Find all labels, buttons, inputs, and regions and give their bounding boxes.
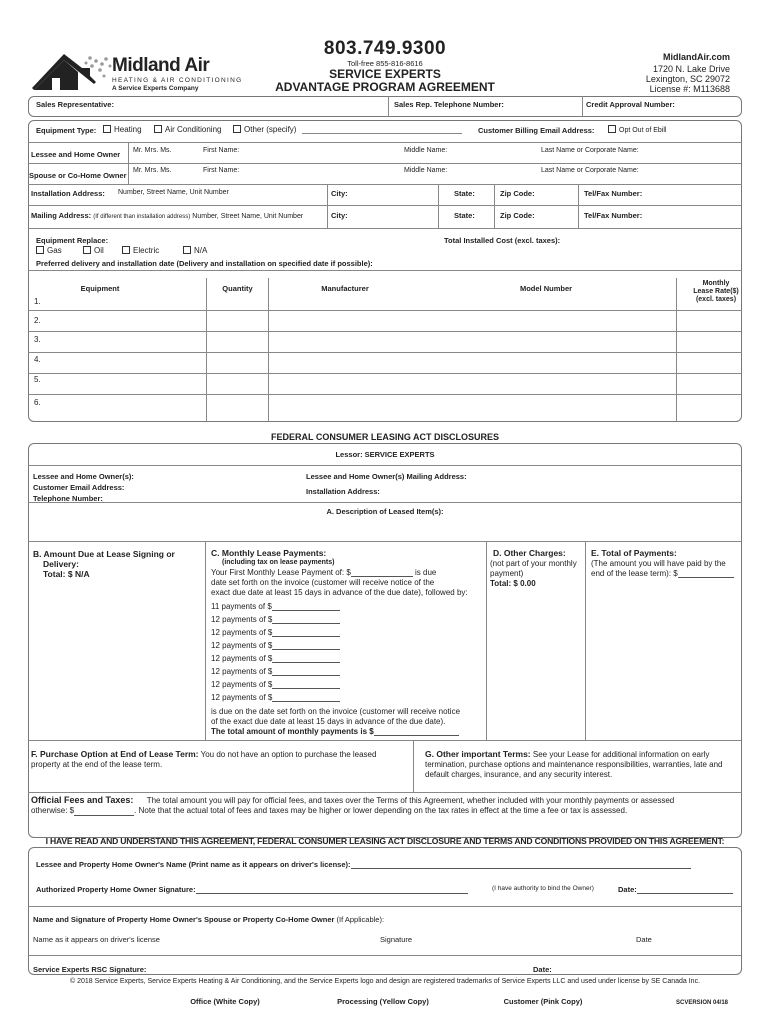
- spouse-first-name[interactable]: First Name:: [203, 167, 240, 174]
- spouse-date-field[interactable]: Date: [636, 935, 652, 944]
- section-b: B. Amount Due at Lease Signing or Delivery: Total: $ N/A: [33, 549, 175, 579]
- col-equipment: Equipment: [80, 284, 120, 293]
- section-c-tail-2: of the exact due date at least 15 days in advance of the due date).: [211, 717, 446, 726]
- section-c-title: C. Monthly Lease Payments:: [211, 548, 327, 558]
- payment-row[interactable]: 12 payments of $: [211, 654, 340, 663]
- rsc-date-label[interactable]: Date:: [533, 965, 552, 974]
- section-c-line-3: exact due date at least 15 days in advance of the due date), followed by:: [211, 588, 468, 597]
- house-logo-icon: [30, 52, 120, 96]
- equipment-row-2[interactable]: 2.: [34, 316, 41, 325]
- checkbox-icon: [122, 246, 130, 254]
- brand-name: Midland Air: [112, 55, 210, 76]
- lessee-first-name[interactable]: First Name:: [203, 147, 240, 154]
- copyright-text: © 2018 Service Experts, Service Experts Heating & Air Conditioning, and the Service Experts logo and design are registered trademarks of Service Experts LLC and used under license by SE Canada Inc.: [69, 978, 701, 985]
- first-payment-line[interactable]: Your First Monthly Lease Payment of: $ is due: [211, 568, 437, 577]
- owners-mailing-label: Lessee and Home Owner(s) Mailing Address:: [306, 472, 467, 481]
- header-title-1: SERVICE EXPERTS: [329, 67, 441, 81]
- checkbox-icon: [608, 125, 616, 133]
- official-fees-amount[interactable]: [74, 815, 134, 816]
- section-c-line-2: date set forth on the invoice (customer will receive notice of the: [211, 578, 435, 587]
- lessee-titles: Mr. Mrs. Ms.: [133, 147, 172, 154]
- header-website: MidlandAir.com: [662, 52, 730, 62]
- section-e-line-1: (The amount you will have paid by the: [591, 559, 726, 568]
- installation-address-hint[interactable]: Number, Street Name, Unit Number: [118, 189, 229, 196]
- header-address-1: 1720 N. Lake Drive: [652, 64, 730, 74]
- payment-row[interactable]: 11 payments of $: [211, 602, 340, 611]
- mailing-city-label[interactable]: City:: [331, 211, 348, 220]
- mailing-address-label: Mailing Address: (If different than installation address) Number, Street Name, Unit Number: [31, 211, 304, 220]
- lessee-middle-name[interactable]: Middle Name:: [404, 147, 448, 154]
- customer-email-label: Customer Email Address:: [33, 483, 125, 492]
- spouse-signature-title: Name and Signature of Property Home Owner's Spouse or Property Co-Home Owner (If Applicable):: [33, 915, 385, 924]
- equipment-row-5[interactable]: 5.: [34, 375, 41, 384]
- brand-subtitle: HEATING & AIR CONDITIONING: [112, 77, 243, 84]
- section-d-total: Total: $ 0.00: [490, 579, 536, 588]
- print-name-label[interactable]: Lessee and Property Home Owner's Name (Print name as it appears on driver's license):: [36, 860, 691, 869]
- equipment-row-3[interactable]: 3.: [34, 335, 41, 344]
- payment-row[interactable]: 12 payments of $: [211, 615, 340, 624]
- equipment-row-4[interactable]: 4.: [34, 355, 41, 364]
- section-c-tail-1: is due on the date set forth on the invoice (customer will receive notice: [211, 707, 461, 716]
- spouse-middle-name[interactable]: Middle Name:: [404, 167, 448, 174]
- opt-out-checkbox[interactable]: Opt Out of Ebill: [608, 126, 666, 134]
- agreement-heading: I HAVE READ AND UNDERSTAND THIS AGREEMENT, FEDERAL CONSUMER LEASING ACT DISCLOSURE AND TERMS AND CONDITIONS PROVIDED ON THIS AGREEMENT:: [45, 836, 725, 846]
- header-address-2: Lexington, SC 29072: [645, 74, 730, 84]
- header-phone: 803.749.9300: [323, 38, 447, 59]
- auth-date-label[interactable]: Date:: [618, 885, 733, 894]
- billing-email-label: Customer Billing Email Address:: [478, 126, 595, 135]
- disclosure-installation-label: Installation Address:: [306, 487, 380, 496]
- midland-logo: [30, 52, 250, 96]
- version-label: SCVERSION 04/18: [676, 1000, 729, 1006]
- section-d-line-1: (not part of your monthly: [490, 559, 577, 568]
- customer-copy: Customer (Pink Copy): [503, 997, 583, 1006]
- official-fees: Official Fees and Taxes: The total amount you will pay for official fees, and taxes over the Terms of this Agreement, whether included with your monthly payments or assessed otherwise: $ . Note that the actual total of fees and taxes may be higher or lower depending on the tax rates in effect at the time a fee or tax is assessed.: [31, 795, 675, 815]
- checkbox-icon: [154, 125, 162, 133]
- payment-row[interactable]: 12 payments of $: [211, 680, 340, 689]
- install-tel-label[interactable]: Tel/Fax Number:: [584, 189, 643, 198]
- checkbox-icon: [83, 246, 91, 254]
- auth-signature-label[interactable]: Authorized Property Home Owner Signature:: [36, 885, 468, 894]
- description-label[interactable]: A. Description of Leased Item(s):: [326, 507, 444, 516]
- replace-electric-checkbox[interactable]: Electric: [122, 246, 159, 255]
- payment-row[interactable]: 12 payments of $: [211, 693, 340, 702]
- disclosures-title: FEDERAL CONSUMER LEASING ACT DISCLOSURES: [270, 432, 499, 442]
- spouse-titles: Mr. Mrs. Ms.: [133, 167, 172, 174]
- other-specify-line[interactable]: [302, 133, 462, 134]
- col-model-number: Model Number: [519, 284, 573, 293]
- replace-oil-checkbox[interactable]: Oil: [83, 246, 104, 255]
- sales-rep-label: Sales Representative:: [36, 100, 114, 109]
- section-e-title: E. Total of Payments:: [591, 548, 677, 558]
- owners-label: Lessee and Home Owner(s):: [33, 472, 134, 481]
- checkbox-icon: [103, 125, 111, 133]
- total-monthly-payments[interactable]: The total amount of monthly payments is $: [211, 727, 459, 736]
- col-lease-rate: Monthly Lease Rate($) (excl. taxes): [693, 280, 739, 303]
- sales-rep-phone-label: Sales Rep. Telephone Number:: [394, 100, 504, 109]
- mailing-state-label[interactable]: State:: [454, 211, 475, 220]
- processing-copy: Processing (Yellow Copy): [337, 997, 429, 1006]
- mailing-zip-label[interactable]: Zip Code:: [500, 211, 535, 220]
- mailing-tel-label[interactable]: Tel/Fax Number:: [584, 211, 643, 220]
- replace-na-checkbox[interactable]: N/A: [183, 246, 207, 255]
- spouse-last-name[interactable]: Last Name or Corporate Name:: [541, 167, 639, 174]
- equipment-row-6[interactable]: 6.: [34, 398, 41, 407]
- section-d-line-2: payment): [490, 569, 524, 578]
- section-c-subtitle: (including tax on lease payments): [222, 559, 335, 566]
- install-state-label[interactable]: State:: [454, 189, 475, 198]
- spouse-name-field[interactable]: Name as it appears on driver's license: [33, 935, 160, 944]
- lessee-owner-label: Lessee and Home Owner: [31, 150, 121, 159]
- spouse-label: Spouse or Co-Home Owner: [29, 171, 127, 180]
- install-zip-label[interactable]: Zip Code:: [500, 189, 535, 198]
- other-checkbox[interactable]: Other (specify): [233, 125, 296, 134]
- payment-row[interactable]: 12 payments of $: [211, 628, 340, 637]
- heating-checkbox[interactable]: Heating: [103, 125, 142, 134]
- checkbox-icon: [233, 125, 241, 133]
- telephone-label: Telephone Number:: [33, 494, 103, 503]
- col-quantity: Quantity: [222, 284, 253, 293]
- preferred-date-label[interactable]: Preferred delivery and installation date (Delivery and installation on specified date if possible):: [36, 259, 373, 268]
- replace-gas-checkbox[interactable]: Gas: [36, 246, 62, 255]
- customer-info-box: [28, 120, 742, 422]
- brand-company: A Service Experts Company: [112, 85, 199, 92]
- section-d-title: D. Other Charges:: [493, 548, 566, 558]
- ac-checkbox[interactable]: Air Conditioning: [154, 125, 221, 134]
- lessee-last-name[interactable]: Last Name or Corporate Name:: [541, 147, 639, 154]
- section-e-total[interactable]: end of the lease term): $: [591, 569, 734, 578]
- installation-address-label: Installation Address:: [31, 189, 105, 198]
- office-copy: Office (White Copy): [190, 997, 260, 1006]
- checkbox-icon: [36, 246, 44, 254]
- credit-approval-label: Credit Approval Number:: [586, 100, 675, 109]
- lessor-label: Lessor: SERVICE EXPERTS: [335, 450, 435, 459]
- equipment-replace-label: Equipment Replace:: [36, 236, 109, 245]
- spouse-signature-field[interactable]: Signature: [380, 935, 413, 944]
- header-tollfree: Toll-free 855-816-8616: [347, 59, 423, 68]
- install-city-label[interactable]: City:: [331, 189, 348, 198]
- authority-note: (I have authority to bind the Owner): [492, 885, 594, 892]
- col-manufacturer: Manufacturer: [321, 284, 369, 293]
- section-g: G. Other important Terms: See your Lease for additional information on early termination, purchase options and maintenance responsibilities, warranties, late and default charges, insurance, and any security interest.: [425, 749, 723, 779]
- equipment-row-1[interactable]: 1.: [34, 297, 41, 306]
- header-title-2: ADVANTAGE PROGRAM AGREEMENT: [275, 80, 495, 94]
- total-installed-cost-label[interactable]: Total Installed Cost (excl. taxes):: [444, 236, 561, 245]
- header-license: License #: M113688: [649, 84, 730, 94]
- payment-row[interactable]: 12 payments of $: [211, 641, 340, 650]
- equipment-type-label: Equipment Type:: [36, 126, 97, 135]
- checkbox-icon: [183, 246, 191, 254]
- rsc-signature-label[interactable]: Service Experts RSC Signature:: [33, 965, 147, 974]
- payment-row[interactable]: 12 payments of $: [211, 667, 340, 676]
- section-f: F. Purchase Option at End of Lease Term: You do not have an option to purchase the leased property at the end of the lease term.: [31, 749, 377, 769]
